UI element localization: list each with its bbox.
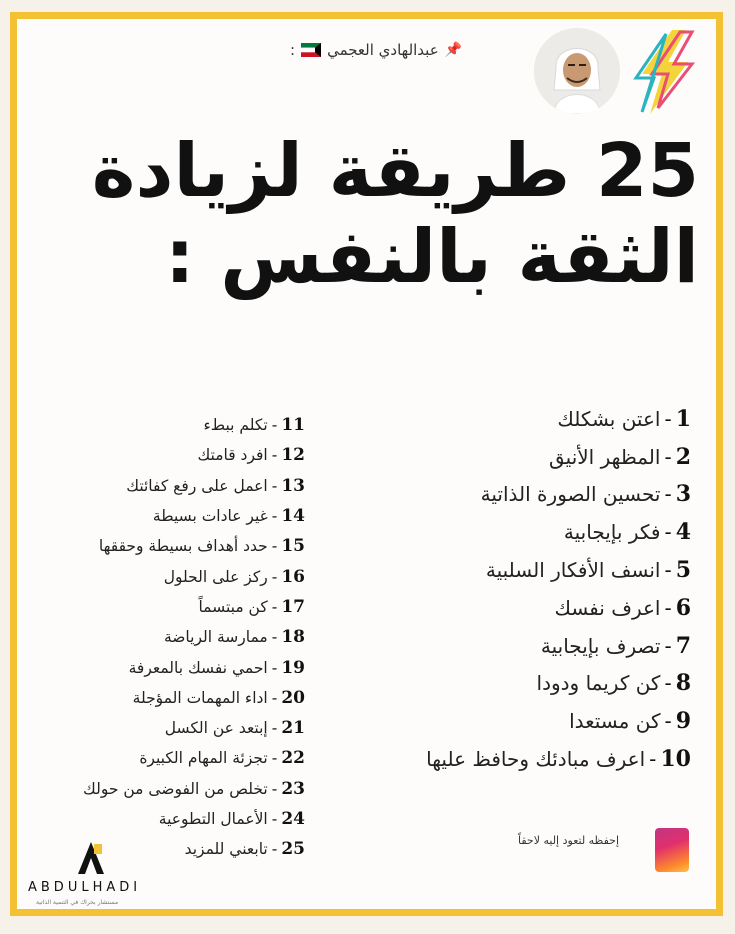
item-text: تكلم ببطء — [203, 416, 268, 435]
item-number: 19 — [281, 657, 305, 678]
item-text: ممارسة الرياضة — [163, 628, 268, 647]
item-number: 3 — [675, 481, 691, 508]
list-item: 14 - غير عادات بسيطة — [152, 506, 305, 527]
item-text: كن مبتسماً — [198, 597, 268, 616]
item-text: كن مستعدا — [569, 709, 661, 734]
tips-list-right — [361, 400, 691, 778]
item-text: غير عادات بسيطة — [152, 507, 268, 526]
item-number: 24 — [281, 809, 305, 829]
bookmark-save-icon[interactable] — [655, 828, 689, 872]
list-item: 2 - المظهر الأنيق — [548, 443, 691, 470]
item-number: 17 — [281, 596, 305, 617]
save-note: إحفظه لتعود إليه لاحقاً — [518, 834, 620, 847]
item-text: احمي نفسك بالمعرفة — [128, 658, 268, 677]
list-item: 12 - افرد قامتك — [197, 445, 305, 466]
item-number: 21 — [281, 718, 305, 739]
item-number: 4 — [675, 519, 691, 546]
list-item: 23 - تخلص من الفوضى من حولك — [83, 778, 305, 799]
list-item: 5 - انسف الأفكار السلبية — [485, 557, 691, 584]
pin-icon: 📌 — [444, 42, 463, 58]
kuwait-flag-icon — [301, 43, 321, 57]
list-item: 13 - اعمل على رفع كفائتك — [126, 475, 305, 496]
author-line — [290, 38, 462, 62]
title-line-1: 25 طريقة لزيادة — [91, 128, 699, 214]
list-item: 24 - الأعمال التطوعية — [158, 809, 305, 829]
list-item: 18 - ممارسة الرياضة — [163, 627, 305, 648]
author-avatar[interactable] — [534, 28, 620, 114]
item-text: تخلص من الفوضى من حولك — [83, 779, 268, 798]
item-number: 13 — [281, 475, 305, 496]
list-item: 9 - كن مستعدا — [569, 708, 691, 735]
list-item: 10 - اعرف مبادئك وحافظ عليها — [426, 746, 691, 773]
item-text: تجزئة المهام الكبيرة — [139, 749, 268, 768]
list-item: 25 - تابعني للمزيد — [184, 839, 305, 860]
lightning-bolt-icon — [628, 28, 700, 116]
list-item: 1 - اعتن بشكلك — [557, 405, 691, 432]
list-item: 4 - فكر بإيجابية — [563, 519, 691, 546]
item-text: حدد أهداف بسيطة وحققها — [98, 537, 268, 556]
item-text: انسف الأفكار السلبية — [485, 558, 661, 583]
item-text: ركز على الحلول — [163, 567, 268, 586]
item-text: فكر بإيجابية — [563, 520, 661, 545]
item-number: 8 — [675, 670, 691, 697]
brand-subtitle: مستشار بحراك في التنمية الذاتية — [36, 899, 119, 906]
item-number: 14 — [281, 506, 305, 527]
item-text: تصرف بإيجابية — [540, 633, 661, 658]
item-text: إبتعد عن الكسل — [164, 719, 268, 738]
item-text: افرد قامتك — [197, 446, 268, 465]
tips-list-left — [5, 410, 305, 864]
item-number: 2 — [675, 443, 691, 470]
item-number: 12 — [281, 445, 305, 466]
item-number: 20 — [281, 687, 305, 708]
item-text: اعرف مبادئك وحافظ عليها — [426, 747, 646, 772]
item-number: 5 — [675, 557, 691, 584]
list-item: 3 - تحسين الصورة الذاتية — [480, 481, 691, 508]
item-number: 6 — [675, 594, 691, 621]
item-text: تحسين الصورة الذاتية — [480, 482, 661, 507]
item-number: 23 — [281, 778, 305, 799]
item-text: الأعمال التطوعية — [158, 810, 268, 828]
list-item: 17 - كن مبتسماً — [198, 596, 305, 617]
item-text: اعرف نفسك — [554, 595, 661, 620]
item-number: 9 — [675, 708, 691, 735]
list-item: 21 - إبتعد عن الكسل — [164, 718, 305, 739]
author-separator: : — [290, 41, 296, 59]
brand-logo-icon — [74, 840, 108, 876]
list-item: 20 - اداء المهمات المؤجلة — [132, 687, 305, 708]
item-number: 10 — [660, 746, 691, 773]
list-item: 19 - احمي نفسك بالمعرفة — [128, 657, 305, 678]
item-number: 15 — [281, 536, 305, 557]
item-number: 7 — [675, 632, 691, 659]
list-item: 7 - تصرف بإيجابية — [540, 632, 691, 659]
item-text: اداء المهمات المؤجلة — [132, 688, 268, 707]
title-line-2: الثقة بالنفس : — [164, 214, 699, 300]
item-text: تابعني للمزيد — [184, 840, 268, 859]
item-number: 25 — [281, 839, 305, 860]
item-text: اعتن بشكلك — [557, 406, 661, 431]
list-item: 11 - تكلم ببطء — [203, 415, 305, 436]
item-number: 22 — [281, 748, 305, 769]
page-title — [59, 128, 699, 300]
item-number: 1 — [675, 405, 691, 432]
list-item: 6 - اعرف نفسك — [554, 594, 691, 621]
item-number: 16 — [281, 566, 305, 587]
item-number: 11 — [281, 415, 305, 436]
list-item: 16 - ركز على الحلول — [163, 566, 305, 587]
item-number: 18 — [281, 627, 305, 648]
item-text: المظهر الأنيق — [548, 444, 661, 469]
brand-name: ABDULHADI — [28, 880, 142, 895]
list-item: 15 - حدد أهداف بسيطة وحققها — [98, 536, 305, 557]
item-text: كن كريما ودودا — [536, 671, 661, 696]
item-text: اعمل على رفع كفائتك — [126, 476, 268, 495]
list-item: 8 - كن كريما ودودا — [536, 670, 691, 697]
list-item: 22 - تجزئة المهام الكبيرة — [139, 748, 305, 769]
author-name[interactable]: عبدالهادي العجمي — [327, 41, 439, 59]
